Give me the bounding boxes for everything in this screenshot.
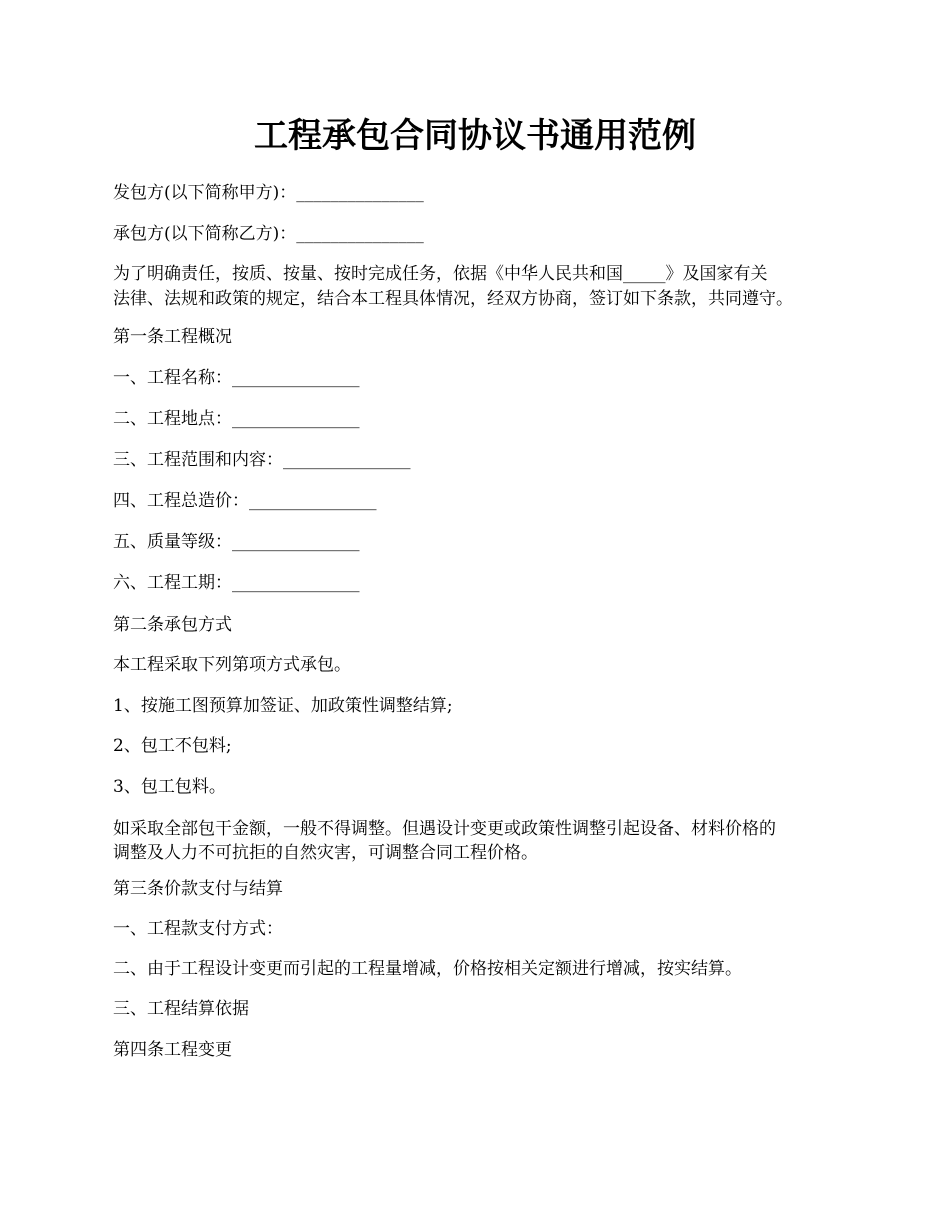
contract-method-intro: 本工程采取下列第项方式承包。 bbox=[113, 655, 351, 675]
party-b-line: 承包方(以下简称乙方)：_______________ bbox=[113, 224, 424, 244]
article-3-heading: 第三条价款支付与结算 bbox=[113, 879, 283, 899]
payment-method-line: 一、工程款支付方式： bbox=[113, 919, 283, 939]
project-cost-line: 四、工程总造价：_______________ bbox=[113, 491, 377, 511]
party-a-line: 发包方(以下简称甲方)：_______________ bbox=[113, 183, 424, 203]
project-name-line: 一、工程名称：_______________ bbox=[113, 368, 360, 388]
design-change-line: 二、由于工程设计变更而引起的工程量增减，价格按相关定额进行增减，按实结算。 bbox=[113, 959, 742, 979]
article-2-heading: 第二条承包方式 bbox=[113, 615, 232, 635]
method-option-2: 2、包工不包料; bbox=[113, 736, 232, 756]
project-duration-line: 六、工程工期：_______________ bbox=[113, 573, 360, 593]
article-1-heading: 第一条工程概况 bbox=[113, 327, 232, 347]
document-title: 工程承包合同协议书通用范例 bbox=[254, 116, 696, 156]
project-location-line: 二、工程地点：_______________ bbox=[113, 409, 360, 429]
lump-sum-line-2: 调整及人力不可抗拒的自然灾害，可调整合同工程价格。 bbox=[113, 843, 538, 863]
lump-sum-line-1: 如采取全部包干金额，一般不得调整。但遇设计变更或政策性调整引起设备、材料价格的 bbox=[113, 819, 776, 839]
preamble-line-1: 为了明确责任，按质、按量、按时完成任务，依据《中华人民共和国_____》及国家有关 bbox=[113, 264, 768, 284]
project-scope-line: 三、工程范围和内容：_______________ bbox=[113, 450, 411, 470]
settlement-basis-line: 三、工程结算依据 bbox=[113, 999, 249, 1019]
preamble-line-2: 法律、法规和政策的规定，结合本工程具体情况，经双方协商，签订如下条款，共同遵守。 bbox=[113, 289, 793, 309]
method-option-3: 3、包工包料。 bbox=[113, 777, 226, 797]
method-option-1: 1、按施工图预算加签证、加政策性调整结算; bbox=[113, 696, 453, 716]
quality-grade-line: 五、质量等级：_______________ bbox=[113, 532, 360, 552]
article-4-heading: 第四条工程变更 bbox=[113, 1040, 232, 1060]
